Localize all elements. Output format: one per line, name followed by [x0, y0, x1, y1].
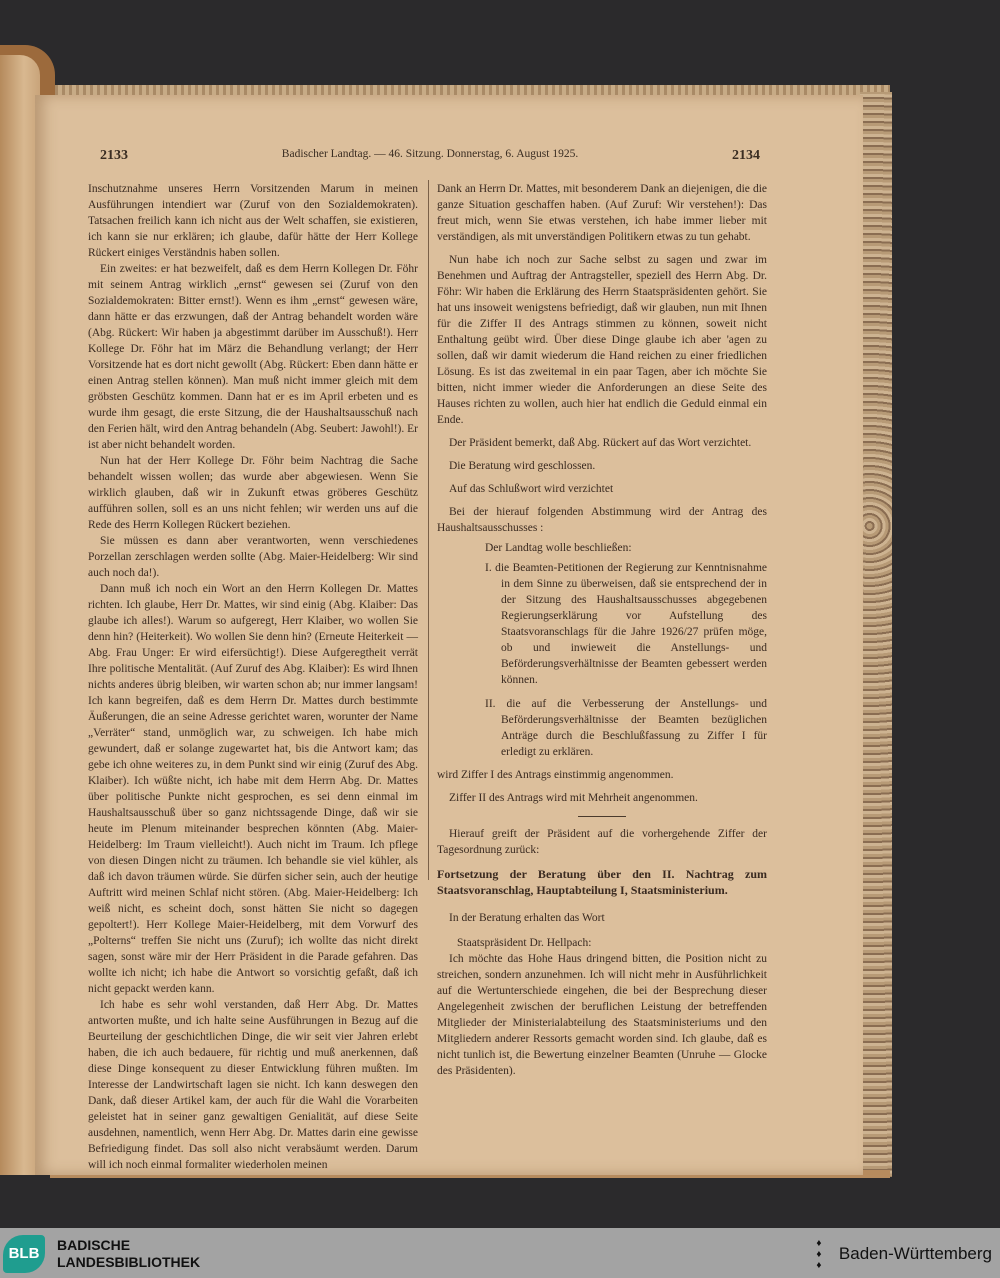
closing-word: Auf das Schlußwort wird verzichtet	[449, 483, 614, 495]
running-header	[100, 148, 760, 166]
left-column	[88, 181, 418, 1173]
paragraph: Hierauf greift der Präsident auf die vorhergehende Ziffer der Tagesordnung zurück:	[437, 828, 767, 856]
previous-page-curl	[0, 55, 40, 1175]
vote-result-2: Ziffer II des Antrags wird mit Mehrheit angenommen.	[449, 792, 698, 804]
baden-wuerttemberg-logo[interactable]	[805, 1236, 992, 1272]
paragraph: Ich habe es sehr wohl verstanden, daß Herr Abg. Dr. Mattes antworten mußte, und ich halte seine Ausführungen in Bezug auf die Beurteilung der geschichtlichen Dinge, die wir seit vier Jahren erlebt haben, die ich auch bedauere, für richtig und muß anerkennen, daß diese Dinge konsequent zu dieser Entwicklung führen mußten. Im Interesse der Landwirtschaft lagen sie nicht. Ich kann deswegen den Dank, daß dieser Artikel kam, der auch für die Wahl die Vorarbeiten geleistet hat in seiner ganz gewaltigen Genialität, auf diese Seite ausdehnen, namentlich, wenn Herr Abg. Dr. Mattes darin eine gewisse Befriedigung findet. Das soll also nicht verabsäumt werden. Darum will ich noch einmal formaliter wiederholen meinen	[88, 999, 418, 1171]
paragraph: Ich möchte das Hohe Haus dringend bitten, die Position nicht zu streichen, sondern anzunehmen. Ich will nicht mehr in Ausführlichkeit auf die Wertunterschiede eingehen, die bei der Besprechung dieser Angelegenheit zwischen der beruflichen Leistung der betreffenden Mitglieder der Ministerialabteilung des Staatsministeriums und den Mitgliedern anderer Ressorts gemacht worden sind. Ich glaube, daß es nicht tunlich ist, die Bewertung einzelner Beamten (Unruhe — Glocke des Präsidenten).	[437, 953, 767, 1077]
vote-intro: Bei der hierauf folgenden Abstimmung wird der Antrag des Haushaltsausschusses :	[437, 506, 767, 534]
debate-closed: Die Beratung wird geschlossen.	[449, 460, 596, 472]
blb-logo[interactable]: BLB	[3, 1235, 45, 1273]
paragraph: Dann muß ich noch ein Wort an den Herrn Kollegen Dr. Mattes richten. Ich glaube, Herr Dr. Mattes, wir sind einig (Abg. Klaiber: Das glaube ich alles!). Warum so aufgeregt, Herr Klaiber, wo wollen Sie denn hin? (Heiterkeit). Wo wollen Sie denn hin? (Erneute Heiterkeit — Abg. Frau Unger: Er wird eifersüchtig!). Diese Aufgeregtheit verrät Ihre politische Mentalität. (Auf Zuruf des Abg. Klaiber): Es wird Ihnen nichts anderes übrig bleiben, wir warten schon ab; nur immer langsam! Ich kann begreifen, daß es dem Herrn Dr. Mattes durch bestimmte Äußerungen, die an seine Adresse gerichtet waren, worunter der Name „Verräter“ stand, unmöglich war, zu schweigen. Ich habe mich gewundert, daß er solange zugewartet hat, bis die Antwort kam; das gebe ich ohne weiteres zu, in dem Punkt sind wir einig (Zuruf des Abg. Klaiber). Ich wüßte nicht, ich habe mit dem Herrn Abg. Dr. Mattes über politische Punkte nicht gesprochen, es sei denn einmal im Haushaltsausschuß über so ganz nichtssagende Dinge, daß wir sie heute im Plenum miteinander besprechen könnten (Abg. Maier-Heidelberg: Im Traum vielleicht!). Auch nicht im Traum. Ich pflege von diesen Dingen nicht zu träumen. Ich behandle sie viel kühler, als daß ich davon träumen würde. Sie dürfen sicher sein, auch der heutige Auftritt wird meinen Schlaf nicht stören. (Abg. Maier-Heidelberg: Ich weiß nicht, es scheint doch, sonst hätten Sie nicht so dagegen gepoltert!). Herr Kollege Maier-Heidelberg, mit dem Vorwurf des „Polterns“ treffen Sie nicht uns (Zuruf); ich wollte das nicht direkt sagen, sonst wäre mir der Herr Präsident in die Parade gefahren. Das wollte ich nicht; ich habe die Antwort so vorsichtig gefaßt, daß ich nicht gepackt werden kann.	[88, 583, 418, 995]
resolution-item: I. die Beamten-Petitionen der Regierung zur Kenntnisnahme in dem Sinne zu überweisen, daß sie entsprechend der in der Sitzung des Haushaltsausschusses abgegebenen Regierungserklärung vor Aufstellung des Staatsvoranschlags für die Jahre 1926/27 prüfen möge, ob und inwieweit die Anstellungs- und Beförderungsverhältnisse der Beamten gebessert werden können.	[485, 562, 767, 686]
column-rule	[428, 180, 429, 880]
library-name[interactable]	[57, 1237, 200, 1271]
footer-bar	[0, 1228, 1000, 1278]
state-name: Baden-Württemberg	[838, 1244, 992, 1263]
three-lions-icon: ♦ ♦ ♦	[816, 1237, 822, 1271]
resolution-intro: Der Landtag wolle beschließen:	[485, 542, 632, 554]
paragraph: Nun hat der Herr Kollege Dr. Föhr beim Nachtrag die Sache behandelt wissen wollen; das wurde aber abgewiesen. Wenn Sie wirklich glauben, daß wir in Zukunft etwas gröberes Geschütz aufführen sollen, soll es an uns nicht fehlen; wir werden uns auf die Rede des Herrn Kollegen Rückert beziehen.	[88, 455, 418, 531]
agenda-heading: Fortsetzung der Beratung über den II. Nachtrag zum Staatsvoranschlag, Hauptabteilung I, Staatsministerium.	[437, 867, 767, 897]
paragraph: Ein zweites: er hat bezweifelt, daß es dem Herrn Kollegen Dr. Föhr mit seinem Antrag wirklich „ernst“ gewesen sei (Zuruf von den Sozialdemokraten: Bitter ernst!). Wenn es ihm „ernst“ gewesen wäre, dann hätte er das erzwungen, daß der Antrag behandelt worden wäre (Abg. Rückert: Wir haben ja abgestimmt darüber im Ausschuß!). Herr Kollege Dr. Föhr hat im März die Behandlung verlangt; der Herr Vorsitzende hat es dort nicht gewollt (Abg. Rückert: Eben dann hätte er einen Antrag stellen können). Man muß nicht immer gleich mit dem gröbsten Geschütz kommen. Dann hat er es im April erbeten und es wurde ihm gesagt, die erste Sitzung, die der Haushaltsausschuß nach den Ferien hält, wird den Antrag behandeln (Abg. Seubert: Jawohl!). Er ist aber nicht behandelt worden.	[88, 263, 418, 451]
library-name-line2: LANDESBIBLIOTHEK	[57, 1254, 201, 1270]
resolution-item: II. die auf die Verbesserung der Anstellungs- und Beförderungsverhältnisse der Beamten bezüglichen Anträge durch die Beschlußfassung zu Ziffer I für erledigt zu erklären.	[485, 698, 767, 758]
president-remark: Der Präsident bemerkt, daß Abg. Rückert auf das Wort verzichtet.	[449, 437, 752, 449]
page-number-left: 2133	[100, 148, 128, 163]
paragraph: Nun habe ich noch zur Sache selbst zu sagen und zwar im Benehmen und Auftrag der Antragsteller, speziell des Herrn Abg. Dr. Föhr: Wir haben die Erklärung des Herrn Staatspräsidenten gehört. Sie hat uns insoweit wenigstens befriedigt, daß wir glauben, nun mit Ihnen für die Ziffer II des Antrags stimmen zu können, soweit nicht Enthaltung geübt wird. Über diese Dinge glaube ich aber 'agen zu sollen, daß wir damit wiederum die Hand reichen zu einer friedlichen Lösung. Es ist das zweitemal in ein paar Tagen, aber ich möchte Sie bitten, nicht immer wieder die Anforderungen an diese Seite des Hauses richten zu wollen, auch hier hat endlich die Geduld einmal ein Ende.	[437, 254, 767, 426]
paragraph: Sie müssen es dann aber verantworten, wenn verschiedenes Porzellan zerschlagen werden sollte (Abg. Maier-Heidelberg: Wir sind auch noch da!).	[88, 535, 418, 579]
speaker-name: Staatspräsident Dr. Hellpach:	[457, 937, 592, 949]
right-column	[437, 181, 767, 1079]
running-title: Badischer Landtag. — 46. Sitzung. Donnerstag, 6. August 1925.	[281, 148, 579, 160]
marbled-book-edge	[860, 92, 892, 1177]
vote-result-1: wird Ziffer I des Antrags einstimmig angenommen.	[437, 769, 674, 781]
library-name-line1: BADISCHE	[57, 1237, 131, 1253]
paragraph: In der Beratung erhalten das Wort	[449, 912, 605, 924]
paragraph: Dank an Herrn Dr. Mattes, mit besonderem Dank an diejenigen, die die ganze Situation geschaffen haben. (Auf Zuruf: Wir verstehen!): Das freut mich, wenn Sie etwas verstehen, ich habe immer lieber mit verständigen, als mit unverständigen Politikern etwas zu tun gehabt.	[437, 183, 767, 243]
resolution	[485, 540, 767, 760]
separator-rule	[578, 816, 626, 817]
page-number-right: 2134	[732, 148, 760, 163]
paragraph: Inschutznahme unseres Herrn Vorsitzenden Marum in meinen Ausführungen intendiert war (Zuruf von den Sozialdemokraten). Tatsachen freilich kann ich nicht aus der Welt schaffen, sie existieren, ich kann sie nur erklären; ich glaube, dafür hätte der Herr Kollege Rückert einiges Verständnis haben sollen.	[88, 183, 418, 259]
